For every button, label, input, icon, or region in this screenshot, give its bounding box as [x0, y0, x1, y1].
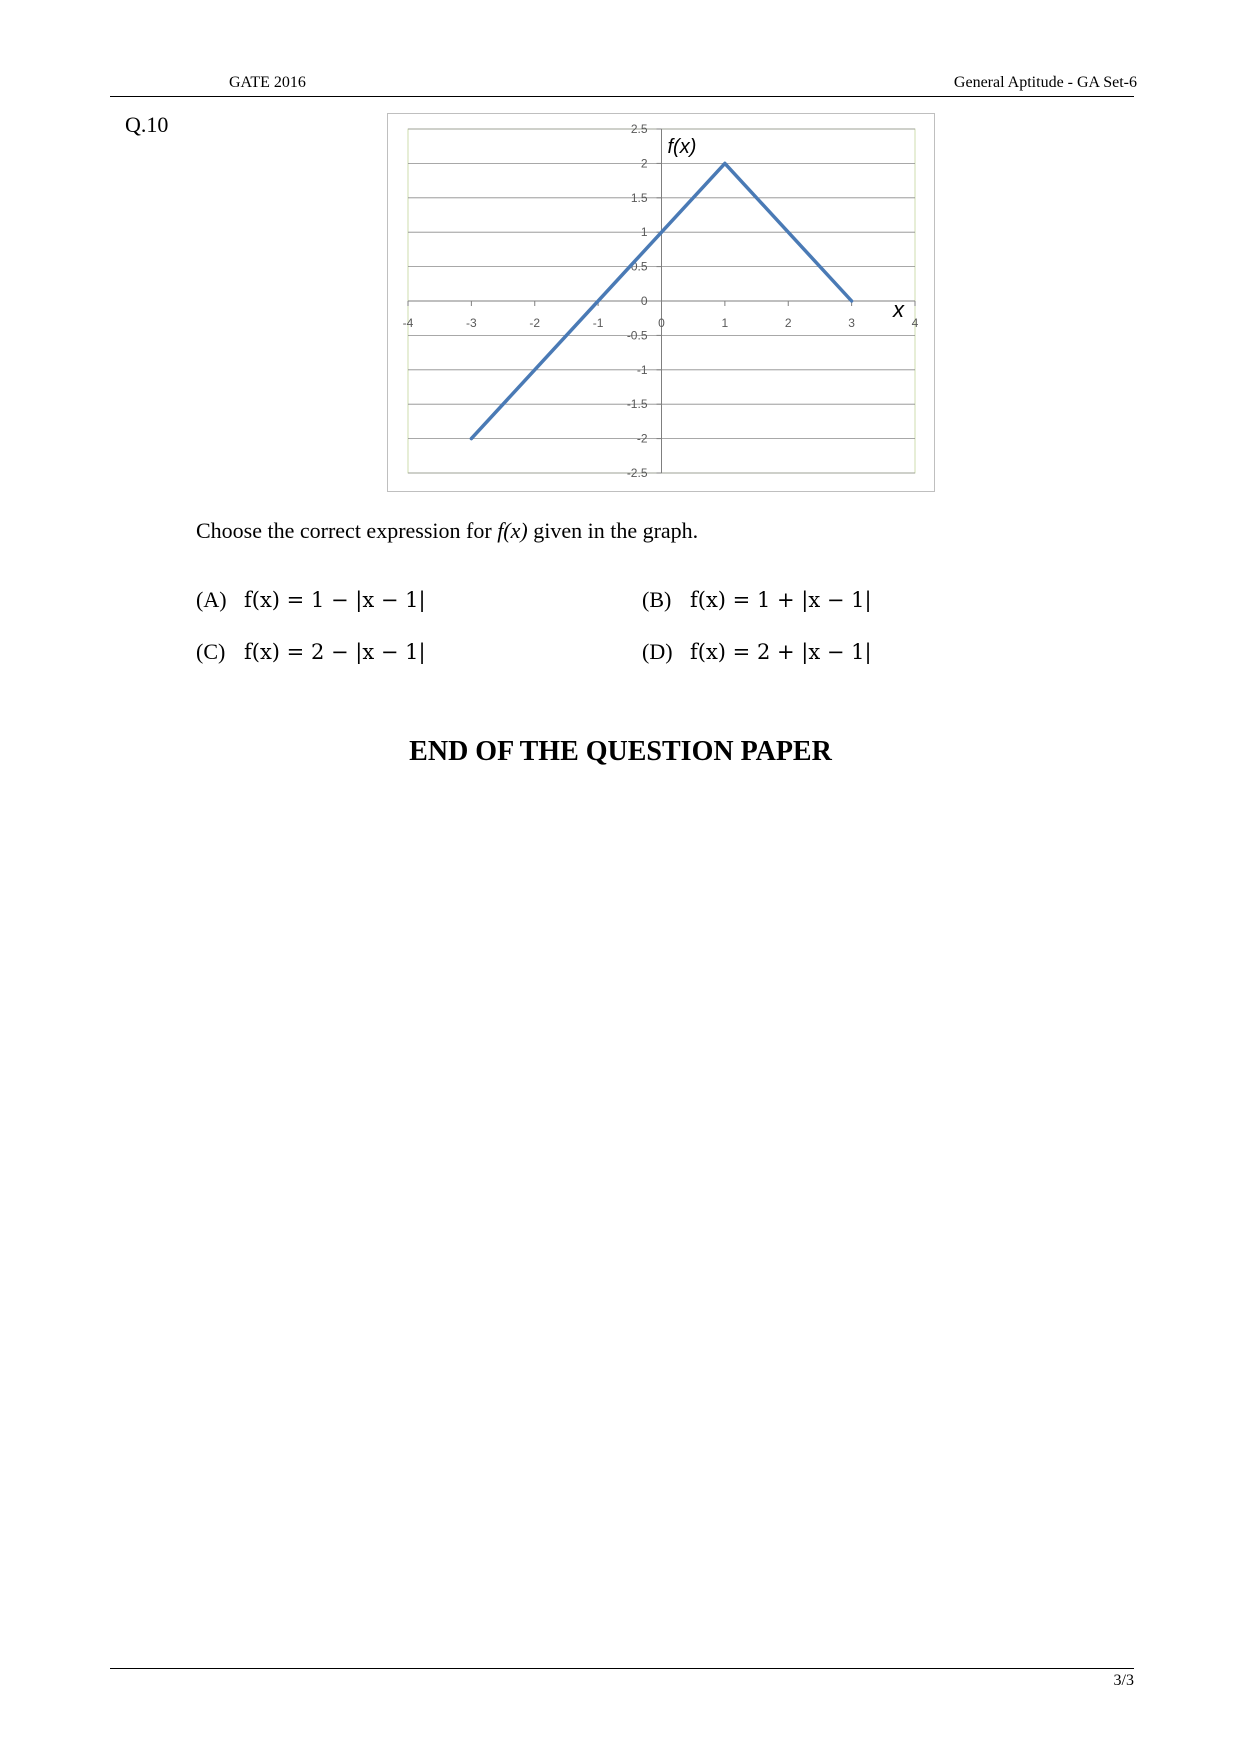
option-a-expression: f(x) = 1 − |x − 1|: [244, 588, 426, 612]
option-a-label: (A): [196, 587, 227, 612]
question-number: Q.10: [125, 112, 169, 137]
option-b-expression: f(x) = 1 + |x − 1|: [690, 588, 872, 612]
option-c-expression: f(x) = 2 − |x − 1|: [244, 640, 426, 664]
option-b[interactable]: [642, 587, 872, 613]
y-tick-label: -0.5: [626, 328, 648, 343]
option-a[interactable]: [196, 587, 426, 613]
option-d-label: (D): [642, 639, 673, 664]
option-c-label: (C): [196, 639, 226, 664]
y-tick-label: 1: [640, 225, 648, 240]
x-tick-label: -1: [592, 316, 604, 330]
header-section-name: General Aptitude - GA Set-6: [953, 74, 1137, 91]
x-tick-label: 1: [721, 316, 729, 330]
question-text-after: given in the graph.: [527, 518, 699, 543]
y-axis-label: f(x): [667, 136, 697, 158]
question-text-function: f(x): [497, 518, 528, 543]
y-tick-label: -1: [636, 362, 648, 377]
question-text: [196, 518, 698, 544]
y-tick-label: 1.5: [630, 190, 648, 205]
x-tick-label: 0: [658, 316, 665, 330]
x-tick-label: -2: [529, 316, 541, 330]
y-tick-label: 2.5: [630, 122, 648, 136]
y-tick-label: -2: [636, 431, 648, 446]
y-tick-label: 2: [640, 156, 648, 171]
option-d[interactable]: [642, 639, 872, 665]
option-b-label: (B): [642, 587, 672, 612]
question-text-before: Choose the correct expression for: [196, 518, 498, 543]
y-tick-label: -1.5: [626, 397, 648, 412]
x-tick-label: 3: [848, 316, 855, 330]
y-tick-label: 0.5: [630, 259, 648, 274]
header-exam-name: GATE 2016: [229, 74, 306, 91]
x-tick-label: -3: [466, 316, 477, 330]
x-tick-label: 4: [911, 316, 919, 330]
function-graph: [387, 113, 935, 492]
x-tick-label: 2: [784, 316, 792, 330]
x-axis-label: x: [893, 297, 904, 322]
header-divider: [110, 96, 1134, 97]
option-d-expression: f(x) = 2 + |x − 1|: [690, 640, 872, 664]
option-c[interactable]: [196, 639, 426, 665]
footer-divider: [110, 1668, 1134, 1669]
end-of-paper-title: END OF THE QUESTION PAPER: [409, 736, 832, 767]
y-tick-label: 0: [640, 294, 648, 308]
chart-svg: [387, 113, 935, 492]
y-tick-label: -2.5: [626, 466, 648, 480]
page-number: 3/3: [1113, 1672, 1134, 1689]
x-tick-label: -4: [402, 316, 414, 330]
